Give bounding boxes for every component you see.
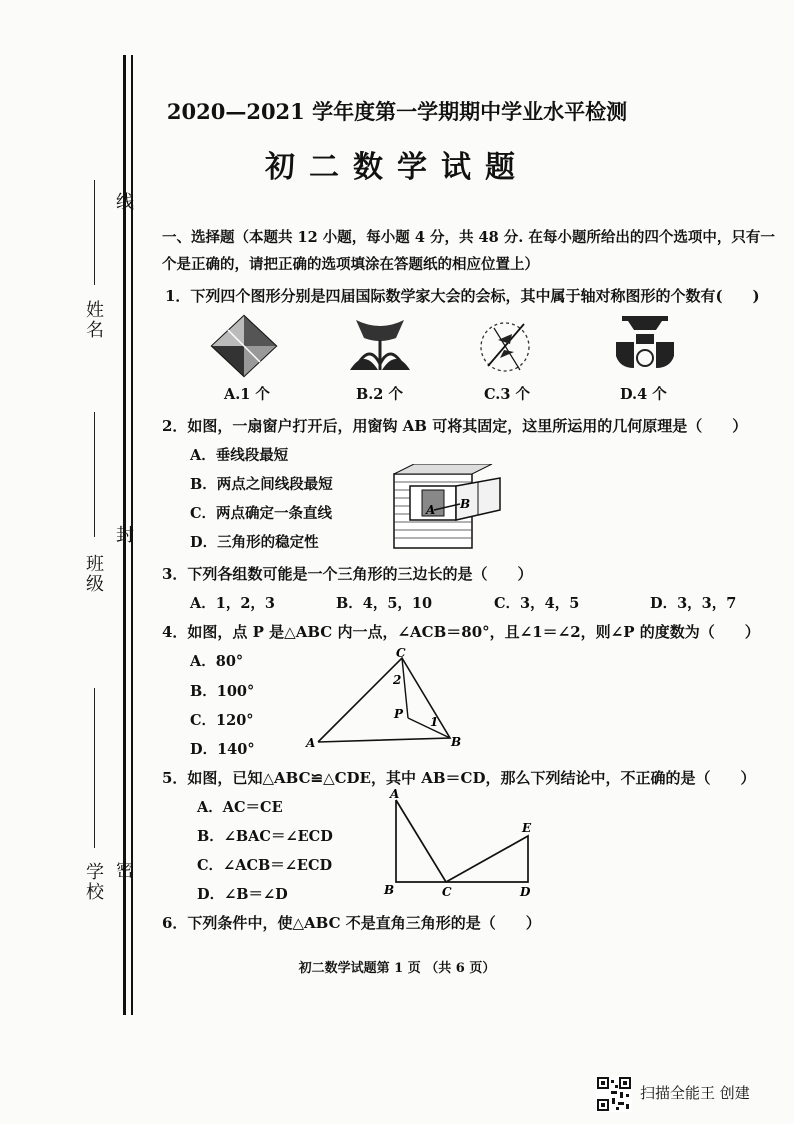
triangle-angle-2-label: 2	[393, 673, 402, 687]
question-1-option-a: A.1 个	[224, 386, 270, 403]
triangle-c-label: C	[396, 646, 406, 660]
question-2-option-a: A．垂线段最短	[190, 447, 289, 464]
question-4-stem: 4．如图，点 P 是△ABC 内一点，∠ACB＝80°，且∠1＝∠2，则∠P 的度数为（ ）	[162, 623, 760, 641]
margin-school-label: 学校	[83, 862, 104, 902]
question-4-option-c: C．120°	[190, 712, 254, 729]
page-footer: 初二数学试题第 1 页 （共 6 页）	[298, 961, 496, 976]
window-point-a-label: A	[426, 503, 436, 517]
triangle-p-label: P	[394, 707, 404, 721]
question-5-option-a: A．AC＝CE	[197, 799, 283, 816]
figure-b-label: B	[384, 883, 395, 897]
question-5-option-c: C．∠ACB＝∠ECD	[197, 857, 333, 874]
question-6-stem: 6．下列条件中，使△ABC 不是直角三角形的是（ ）	[162, 914, 541, 932]
margin-xian: 线	[113, 192, 134, 212]
margin-class-label: 班级	[83, 554, 104, 594]
section-heading: 一、选择题（本题共 12 小题，每小题 4 分，共 48 分. 在每小题所给出的四个选项中，只有一个是正确的，请把正确的选项填涂在答题纸的相应位置上）	[162, 229, 775, 273]
margin-feng: 封	[113, 525, 134, 545]
class-blank-line	[94, 412, 95, 537]
window-point-b-label: B	[460, 497, 471, 511]
question-3-option-b: B．4，5，10	[336, 595, 433, 612]
question-3-option-a: A．1，2，3	[190, 595, 276, 612]
figure-a-label: A	[390, 787, 400, 801]
logo-figure-a	[208, 312, 280, 378]
margin-name-label: 姓名	[83, 300, 104, 340]
question-1-option-d: D.4 个	[620, 386, 667, 403]
figure-d-label: D	[520, 885, 531, 898]
triangle-a-label: A	[306, 736, 316, 750]
question-2-option-d: D．三角形的稳定性	[190, 534, 319, 551]
margin-mi: 密	[113, 860, 134, 880]
logo-figure-d	[614, 312, 676, 378]
triangle-abc-figure	[300, 646, 470, 750]
question-2-option-c: C．两点确定一条直线	[190, 505, 333, 522]
question-1-option-b: B.2 个	[356, 386, 403, 403]
window-hook-figure	[392, 464, 504, 550]
question-1-stem: 1．下列四个图形分别是四届国际数学家大会的会标，其中属于轴对称图形的个数有( )	[165, 287, 760, 305]
question-2-option-b: B．两点之间线段最短	[190, 476, 333, 493]
qr-code-icon	[596, 1076, 632, 1112]
congruent-triangles-figure	[382, 786, 538, 898]
exam-title: 初二数学试题	[265, 150, 529, 185]
scanner-watermark: 扫描全能王 创建	[640, 1084, 750, 1102]
question-3-stem: 3．下列各组数可能是一个三角形的三边长的是（ ）	[162, 565, 533, 583]
name-blank-line	[94, 180, 95, 285]
question-5-option-b: B．∠BAC＝∠ECD	[197, 828, 333, 845]
triangle-angle-1-label: 1	[430, 715, 439, 729]
figure-e-label: E	[522, 821, 532, 835]
question-4-option-a: A．80°	[190, 653, 244, 670]
logo-figure-c	[474, 314, 536, 376]
question-4-option-d: D．140°	[190, 741, 255, 758]
question-5-stem: 5．如图，已知△ABC≌△CDE，其中 AB＝CD，那么下列结论中，不正确的是（ ）	[162, 769, 756, 787]
question-3-option-c: C．3，4，5	[494, 595, 580, 612]
question-5-option-d: D．∠B＝∠D	[197, 886, 288, 903]
question-3-option-d: D．3，3，7	[650, 595, 737, 612]
logo-figure-b	[348, 318, 412, 376]
question-2-stem: 2．如图，一扇窗户打开后，用窗钩 AB 可将其固定，这里所运用的几何原理是（ ）	[162, 417, 748, 435]
question-1-option-c: C.3 个	[484, 386, 530, 403]
triangle-b-label: B	[451, 735, 462, 749]
question-4-option-b: B．100°	[190, 683, 255, 700]
school-blank-line	[94, 688, 95, 848]
figure-c-label: C	[442, 885, 452, 898]
exam-subtitle: 2020—2021 学年度第一学期期中学业水平检测	[166, 99, 628, 124]
